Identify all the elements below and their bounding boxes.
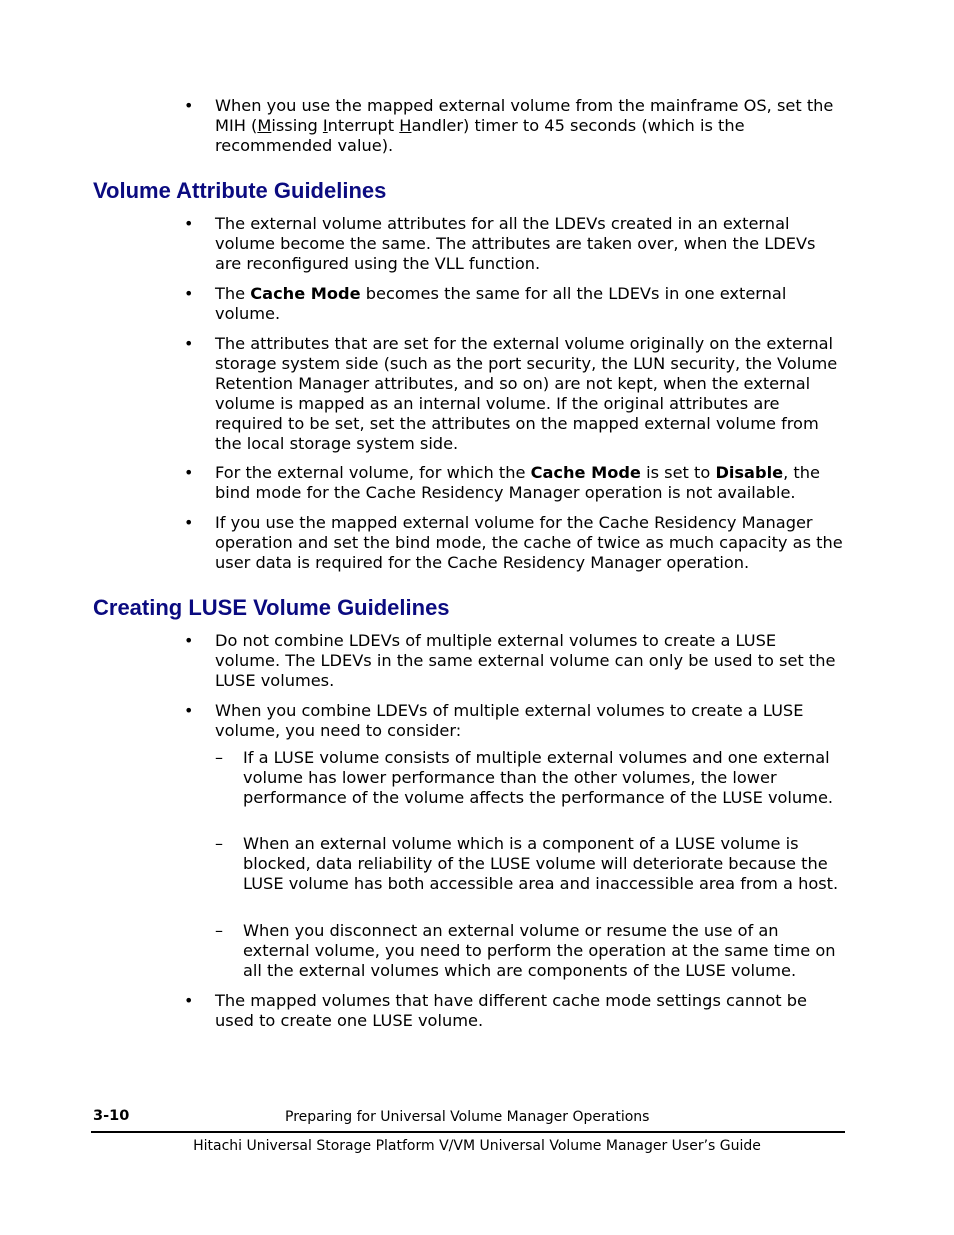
bullet-icon: • — [184, 701, 194, 720]
section-heading-creating-luse: Creating LUSE Volume Guidelines — [93, 595, 450, 620]
page-number: 3-10 — [93, 1108, 130, 1124]
dash-icon: – — [215, 834, 223, 853]
footer-divider — [91, 1131, 845, 1133]
dash-icon: – — [215, 748, 223, 767]
bullet-icon: • — [184, 214, 194, 233]
list-item: The external volume attributes for all the LDEVs created in an external volume become the same. The attributes are taken over, when the LDEVs are reconfigured using the VLL function. — [215, 214, 816, 273]
list-item: The attributes that are set for the external volume originally on the external storage system side (such as the port security, the LUN security, the Volume Retention Manager attributes, and so on) are not kept, when the external volume is mapped as an internal volume. If the original attributes are required to be set, set the attributes on the mapped external volume from the local storage system side. — [215, 334, 838, 453]
bullet-icon: • — [184, 463, 194, 482]
intro-bullet: When you use the mapped external volume from the mainframe OS, set the MIH (Missing Interrupt Handler) timer to 45 seconds (which is the recommended value). — [215, 96, 834, 155]
sub-list-item: When you disconnect an external volume or resume the use of an external volume, you need to perform the operation at the same time on all the external volumes which are components of the LUSE volume. — [243, 921, 836, 980]
bullet-icon: • — [184, 631, 194, 650]
chapter-title: Preparing for Universal Volume Manager Operations — [285, 1109, 650, 1125]
guide-title: Hitachi Universal Storage Platform V/VM Universal Volume Manager User’s Guide — [193, 1138, 761, 1154]
list-item: If you use the mapped external volume for the Cache Residency Manager operation and set the bind mode, the cache of twice as much capacity as the user data is required for the Cache Residency Manager operation. — [215, 513, 843, 572]
bullet-icon: • — [184, 96, 194, 115]
sub-list-item: If a LUSE volume consists of multiple external volumes and one external volume has lower performance than the other volumes, the lower performance of the volume affects the performance of the LUSE volume. — [243, 748, 834, 807]
list-item: When you combine LDEVs of multiple external volumes to create a LUSE volume, you need to consider: — [215, 701, 804, 740]
list-item: The mapped volumes that have different cache mode settings cannot be used to create one LUSE volume. — [215, 991, 807, 1030]
bullet-icon: • — [184, 513, 194, 532]
list-item: The Cache Mode becomes the same for all the LDEVs in one external volume. — [215, 284, 787, 323]
intro-bullet-text: When you use the mapped external volume from the mainframe OS, set the MIH ( — [215, 96, 834, 135]
list-item: For the external volume, for which the Cache Mode is set to Disable, the bind mode for the Cache Residency Manager operation is not available. — [215, 463, 820, 502]
bullet-icon: • — [184, 284, 194, 303]
bullet-icon: • — [184, 334, 194, 353]
bullet-icon: • — [184, 991, 194, 1010]
sub-list-item: When an external volume which is a component of a LUSE volume is blocked, data reliability of the LUSE volume will deteriorate because the LUSE volume has both accessible area and inaccessible area from a host. — [243, 834, 839, 893]
list-item: Do not combine LDEVs of multiple external volumes to create a LUSE volume. The LDEVs in the same external volume can only be used to set the LUSE volumes. — [215, 631, 836, 690]
section-heading-volume-attribute: Volume Attribute Guidelines — [93, 178, 387, 203]
dash-icon: – — [215, 921, 223, 940]
